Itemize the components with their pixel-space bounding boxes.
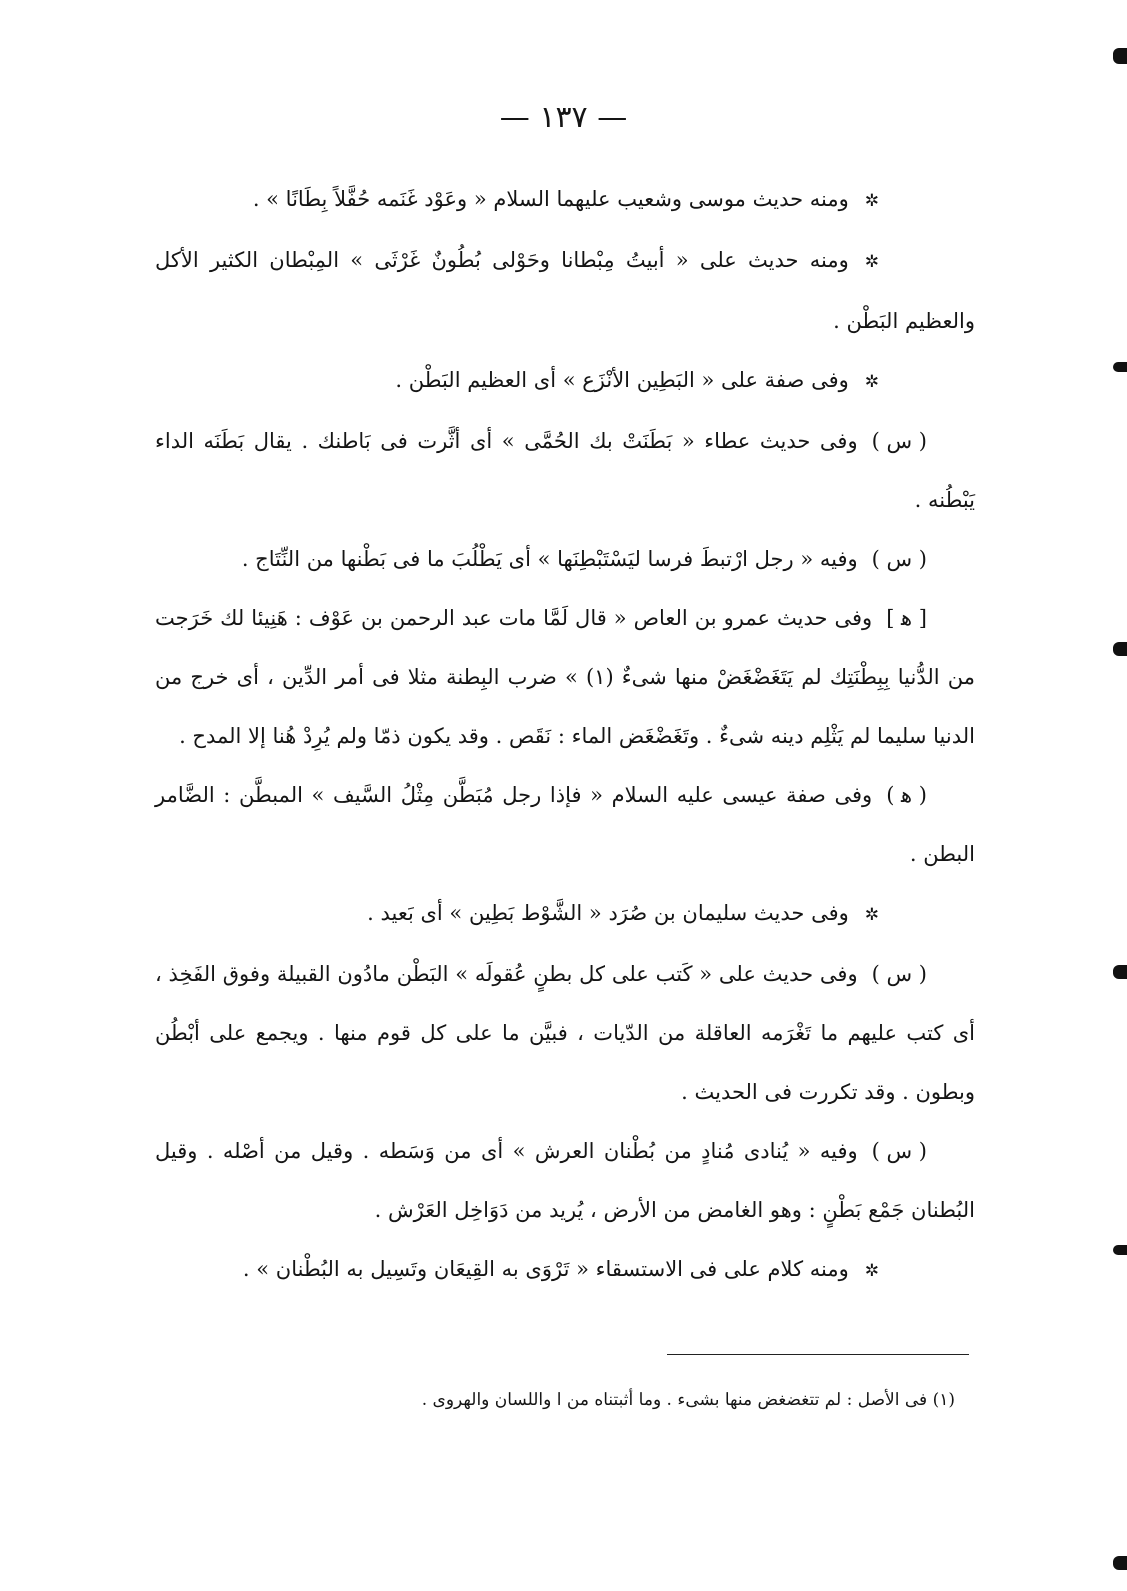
scan-edge-mark bbox=[1113, 1556, 1127, 1570]
paragraph-text: وفى صفة على « البَطِين الأنْزَع » أى العظيم البَطْن . bbox=[395, 368, 849, 392]
source-marker: ( ﻫ ) bbox=[886, 783, 927, 807]
star-marker: ✲ bbox=[864, 252, 879, 272]
source-marker: ( س ) bbox=[871, 962, 927, 986]
paragraph-text: وفيه « يُنادى مُنادٍ من بُطْنان العرش » أى من وَسَطه . وقيل من أصْله . وقيل البُطنان جَمْع بَطْنٍ : وهو الغامض من الأرض ، يُريد من دَوَاخِل العَرْش . bbox=[155, 1139, 975, 1222]
paragraph-text: ومنه حديث موسى وشعيب عليهما السلام « وعَوْد غَنَمه حُفَّلاً بِطَانًا » . bbox=[252, 187, 849, 211]
scan-edge-mark bbox=[1113, 362, 1127, 372]
scan-edge-mark bbox=[1113, 965, 1127, 979]
scan-edge-mark bbox=[1113, 1245, 1127, 1255]
paragraph-8 bbox=[155, 884, 975, 945]
paragraph-11 bbox=[155, 1240, 975, 1301]
source-marker: ( س ) bbox=[871, 1139, 927, 1163]
star-marker: ✲ bbox=[864, 1261, 879, 1281]
paragraph-9 bbox=[155, 945, 975, 1122]
paragraph-5 bbox=[155, 530, 975, 589]
paragraph-text: وفى حديث على « كَتب على كل بطنٍ عُقولَه » البَطْن مادُون القبيلة وفوق الفَخِذ ، أى كتب عليهم ما تَغْرَمه العاقلة من الدّيات ، فبيَّن ما على كل قوم منها . ويجمع على أبْطُن وبطون . وقد تكررت فى الحديث . bbox=[155, 962, 975, 1104]
scan-edge-mark bbox=[1113, 48, 1127, 64]
paragraph-4 bbox=[155, 412, 975, 530]
scan-edge-mark bbox=[1113, 642, 1127, 656]
body-text bbox=[155, 170, 975, 1301]
paragraph-1 bbox=[155, 170, 975, 231]
paragraph-6 bbox=[155, 589, 975, 766]
source-marker: [ ﻫ ] bbox=[886, 606, 927, 630]
page-number: — ١٣٧ — bbox=[499, 100, 628, 135]
paragraph-text: وفى حديث سليمان بن صُرَد « الشَّوْط بَطِين » أى بَعيد . bbox=[367, 901, 849, 925]
star-marker: ✲ bbox=[864, 191, 879, 211]
paragraph-10 bbox=[155, 1122, 975, 1240]
paragraph-text: وفى صفة عيسى عليه السلام « فإذا رجل مُبَطَّن مِثْلُ السَّيف » المبطَّن : الضَّامر البطن . bbox=[155, 783, 975, 866]
paragraph-text: وفى حديث عمرو بن العاص « قال لَمَّا مات عبد الرحمن بن عَوْف : هَنِيئا لك خَرَجت من الدُّنيا بِبِطْنَتِك لم يَتَغَضْغَضْ منها شىءٌ (١) » ضرب البِطنة مثلا فى أمر الدِّين ، أى خرج من الدنيا سليما لم يَثْلِم دينه شىءٌ . وتَغَضْغَض الماء : نَقَص . وقد يكون ذمّا ولم يُرِدْ هُنا إلا المدح . bbox=[155, 606, 975, 748]
source-marker: ( س ) bbox=[871, 547, 927, 571]
paragraph-3 bbox=[155, 351, 975, 412]
source-marker: ( س ) bbox=[871, 429, 927, 453]
paragraph-text: ومنه حديث على « أبيتُ مِبْطانا وحَوْلى بُطُونٌ غَرْثَى » المِبْطان الكثير الأكل والعظيم البَطْن . bbox=[155, 248, 975, 333]
paragraph-text: وفيه « رجل ارْتبطَ فرسا ليَسْتَبْطِنَها » أى يَطْلُبَ ما فى بَطْنها من النِّتَاج . bbox=[241, 547, 858, 571]
paragraph-7 bbox=[155, 766, 975, 884]
paragraph-text: وفى حديث عطاء « بَطَنَتْ بك الحُمَّى » أى أثَّرت فى بَاطنك . يقال بَطَنَه الداء يَبْطُنه . bbox=[155, 429, 975, 512]
footnote-divider bbox=[667, 1354, 969, 1355]
star-marker: ✲ bbox=[864, 905, 879, 925]
paragraph-text: ومنه كلام على فى الاستسقاء « تَرْوَى به القِيعَان وتَسِيل به البُطْنان » . bbox=[242, 1257, 849, 1281]
paragraph-2 bbox=[155, 231, 975, 351]
star-marker: ✲ bbox=[864, 372, 879, 392]
footnote: (١) فى الأصل : لم تتغضغض منها بشىء . وما أثبتناه من ا واللسان والهروى . bbox=[421, 1390, 955, 1410]
